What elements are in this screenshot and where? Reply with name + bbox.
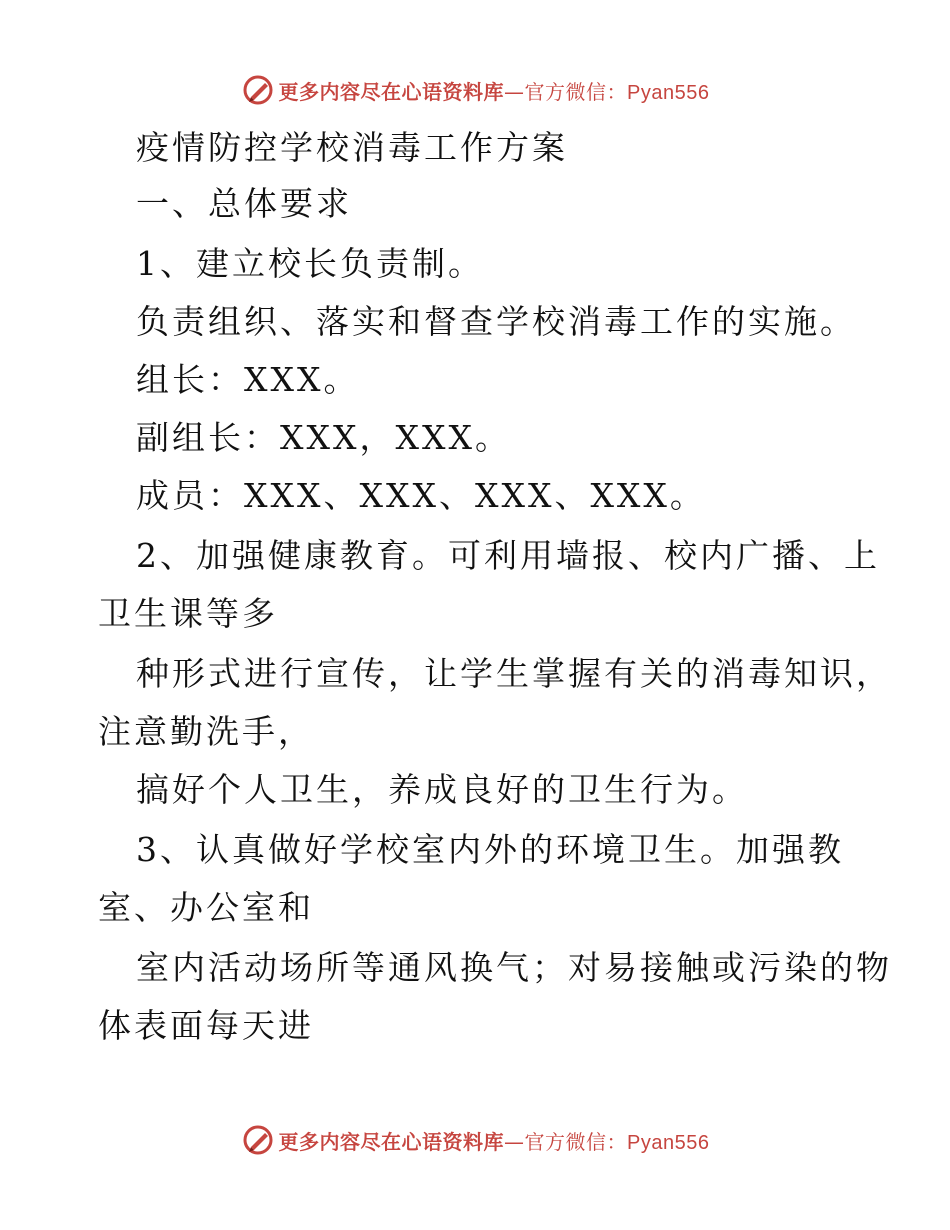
paragraph-line: 副组长：XXX，XXX。 bbox=[136, 418, 511, 457]
paragraph-line: 种形式进行宣传，让学生掌握有关的消毒知识， bbox=[136, 654, 892, 693]
item-heading: 2、加强健康教育。可利用墙报、校内广播、上 bbox=[136, 536, 880, 575]
footer-watermark bbox=[0, 1120, 950, 1160]
paragraph-line: 成员：XXX、XXX、XXX、XXX。 bbox=[136, 476, 706, 515]
paragraph-line: 负责组织、落实和督查学校消毒工作的实施。 bbox=[136, 302, 856, 341]
paragraph-line: 组长：XXX。 bbox=[136, 360, 360, 399]
watermark-wechat-id: Pyan556 bbox=[627, 1131, 710, 1154]
section-heading: 一、总体要求 bbox=[136, 184, 352, 223]
pen-circle-logo-icon bbox=[241, 73, 275, 107]
watermark-dash: — bbox=[504, 1129, 525, 1154]
paragraph-line: 体表面每天进 bbox=[98, 1006, 314, 1045]
watermark-main-text: 更多内容尽在心语资料库 bbox=[278, 79, 505, 104]
watermark-dash: — bbox=[504, 79, 525, 104]
watermark-main-text: 更多内容尽在心语资料库 bbox=[278, 1129, 505, 1154]
paragraph-line: 注意勤洗手， bbox=[98, 712, 314, 751]
watermark-wechat-label: 官方微信： bbox=[524, 79, 628, 104]
header-watermark bbox=[0, 70, 950, 110]
paragraph-line: 室、办公室和 bbox=[98, 888, 314, 927]
item-heading: 3、认真做好学校室内外的环境卫生。加强教 bbox=[136, 830, 844, 869]
watermark-wechat-id: Pyan556 bbox=[627, 81, 710, 104]
paragraph-line: 室内活动场所等通风换气；对易接触或污染的物 bbox=[136, 948, 892, 987]
paragraph-line: 搞好个人卫生，养成良好的卫生行为。 bbox=[136, 770, 748, 809]
pen-circle-logo-icon bbox=[241, 1123, 275, 1157]
document-title: 疫情防控学校消毒工作方案 bbox=[136, 128, 568, 167]
watermark-wechat-label: 官方微信： bbox=[524, 1129, 628, 1154]
item-heading: 1、建立校长负责制。 bbox=[136, 244, 484, 283]
paragraph-line: 卫生课等多 bbox=[98, 594, 278, 633]
